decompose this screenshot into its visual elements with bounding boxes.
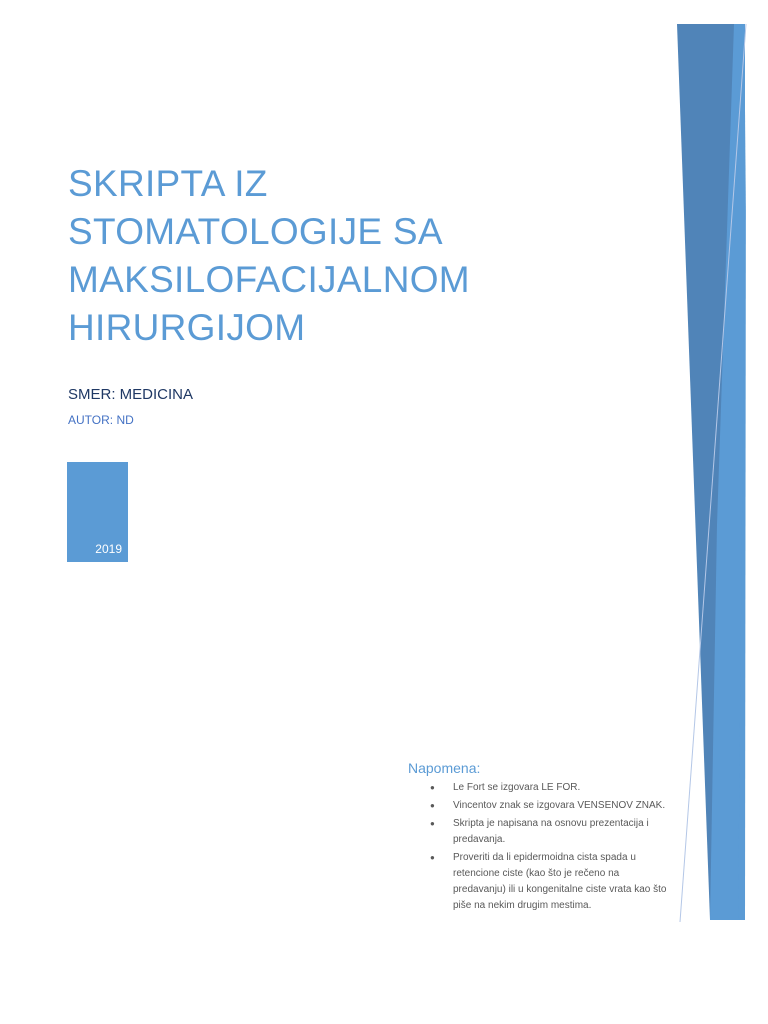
note-section [408, 759, 670, 916]
note-item [408, 850, 670, 914]
note-item-text: Vincentov znak se izgovara VENSENOV ZNAK. [453, 800, 666, 811]
author-label: AUTOR: ND [68, 413, 134, 427]
document-title [68, 160, 588, 352]
tall-triangle-light [710, 24, 745, 920]
subtitle-smer: SMER: MEDICINA [68, 386, 194, 403]
bullet-icon: ● [430, 819, 435, 828]
note-item [408, 798, 670, 814]
note-item [408, 816, 670, 848]
note-item-text: Le Fort se izgovara LE FOR. [453, 782, 581, 793]
note-item [408, 780, 670, 796]
title-line: HIRURGIJOM [68, 307, 306, 348]
year-label: 2019 [95, 542, 122, 556]
note-item-text: Skripta je napisana na osnovu prezentacija i predavanja. [453, 818, 649, 845]
note-list [408, 780, 670, 914]
title-line: STOMATOLOGIJE SA [68, 211, 443, 252]
tall-triangle-dark [677, 24, 745, 920]
bullet-icon: ● [430, 853, 435, 862]
bullet-icon: ● [430, 801, 435, 810]
thin-triangle [738, 110, 746, 920]
note-heading: Napomena: [408, 760, 481, 776]
bullet-icon: ● [430, 783, 435, 792]
note-item-text: Proveriti da li epidermoidna cista spada u retencione ciste (kao što je rečeno na predavanju) ili u kongenitalne ciste vrata kao što piše na nekim drugim mestima. [453, 852, 667, 911]
title-line: MAKSILOFACIJALNOM [68, 259, 470, 300]
year-box [67, 462, 128, 562]
thin-line [680, 24, 746, 922]
title-line: SKRIPTA IZ [68, 163, 268, 204]
